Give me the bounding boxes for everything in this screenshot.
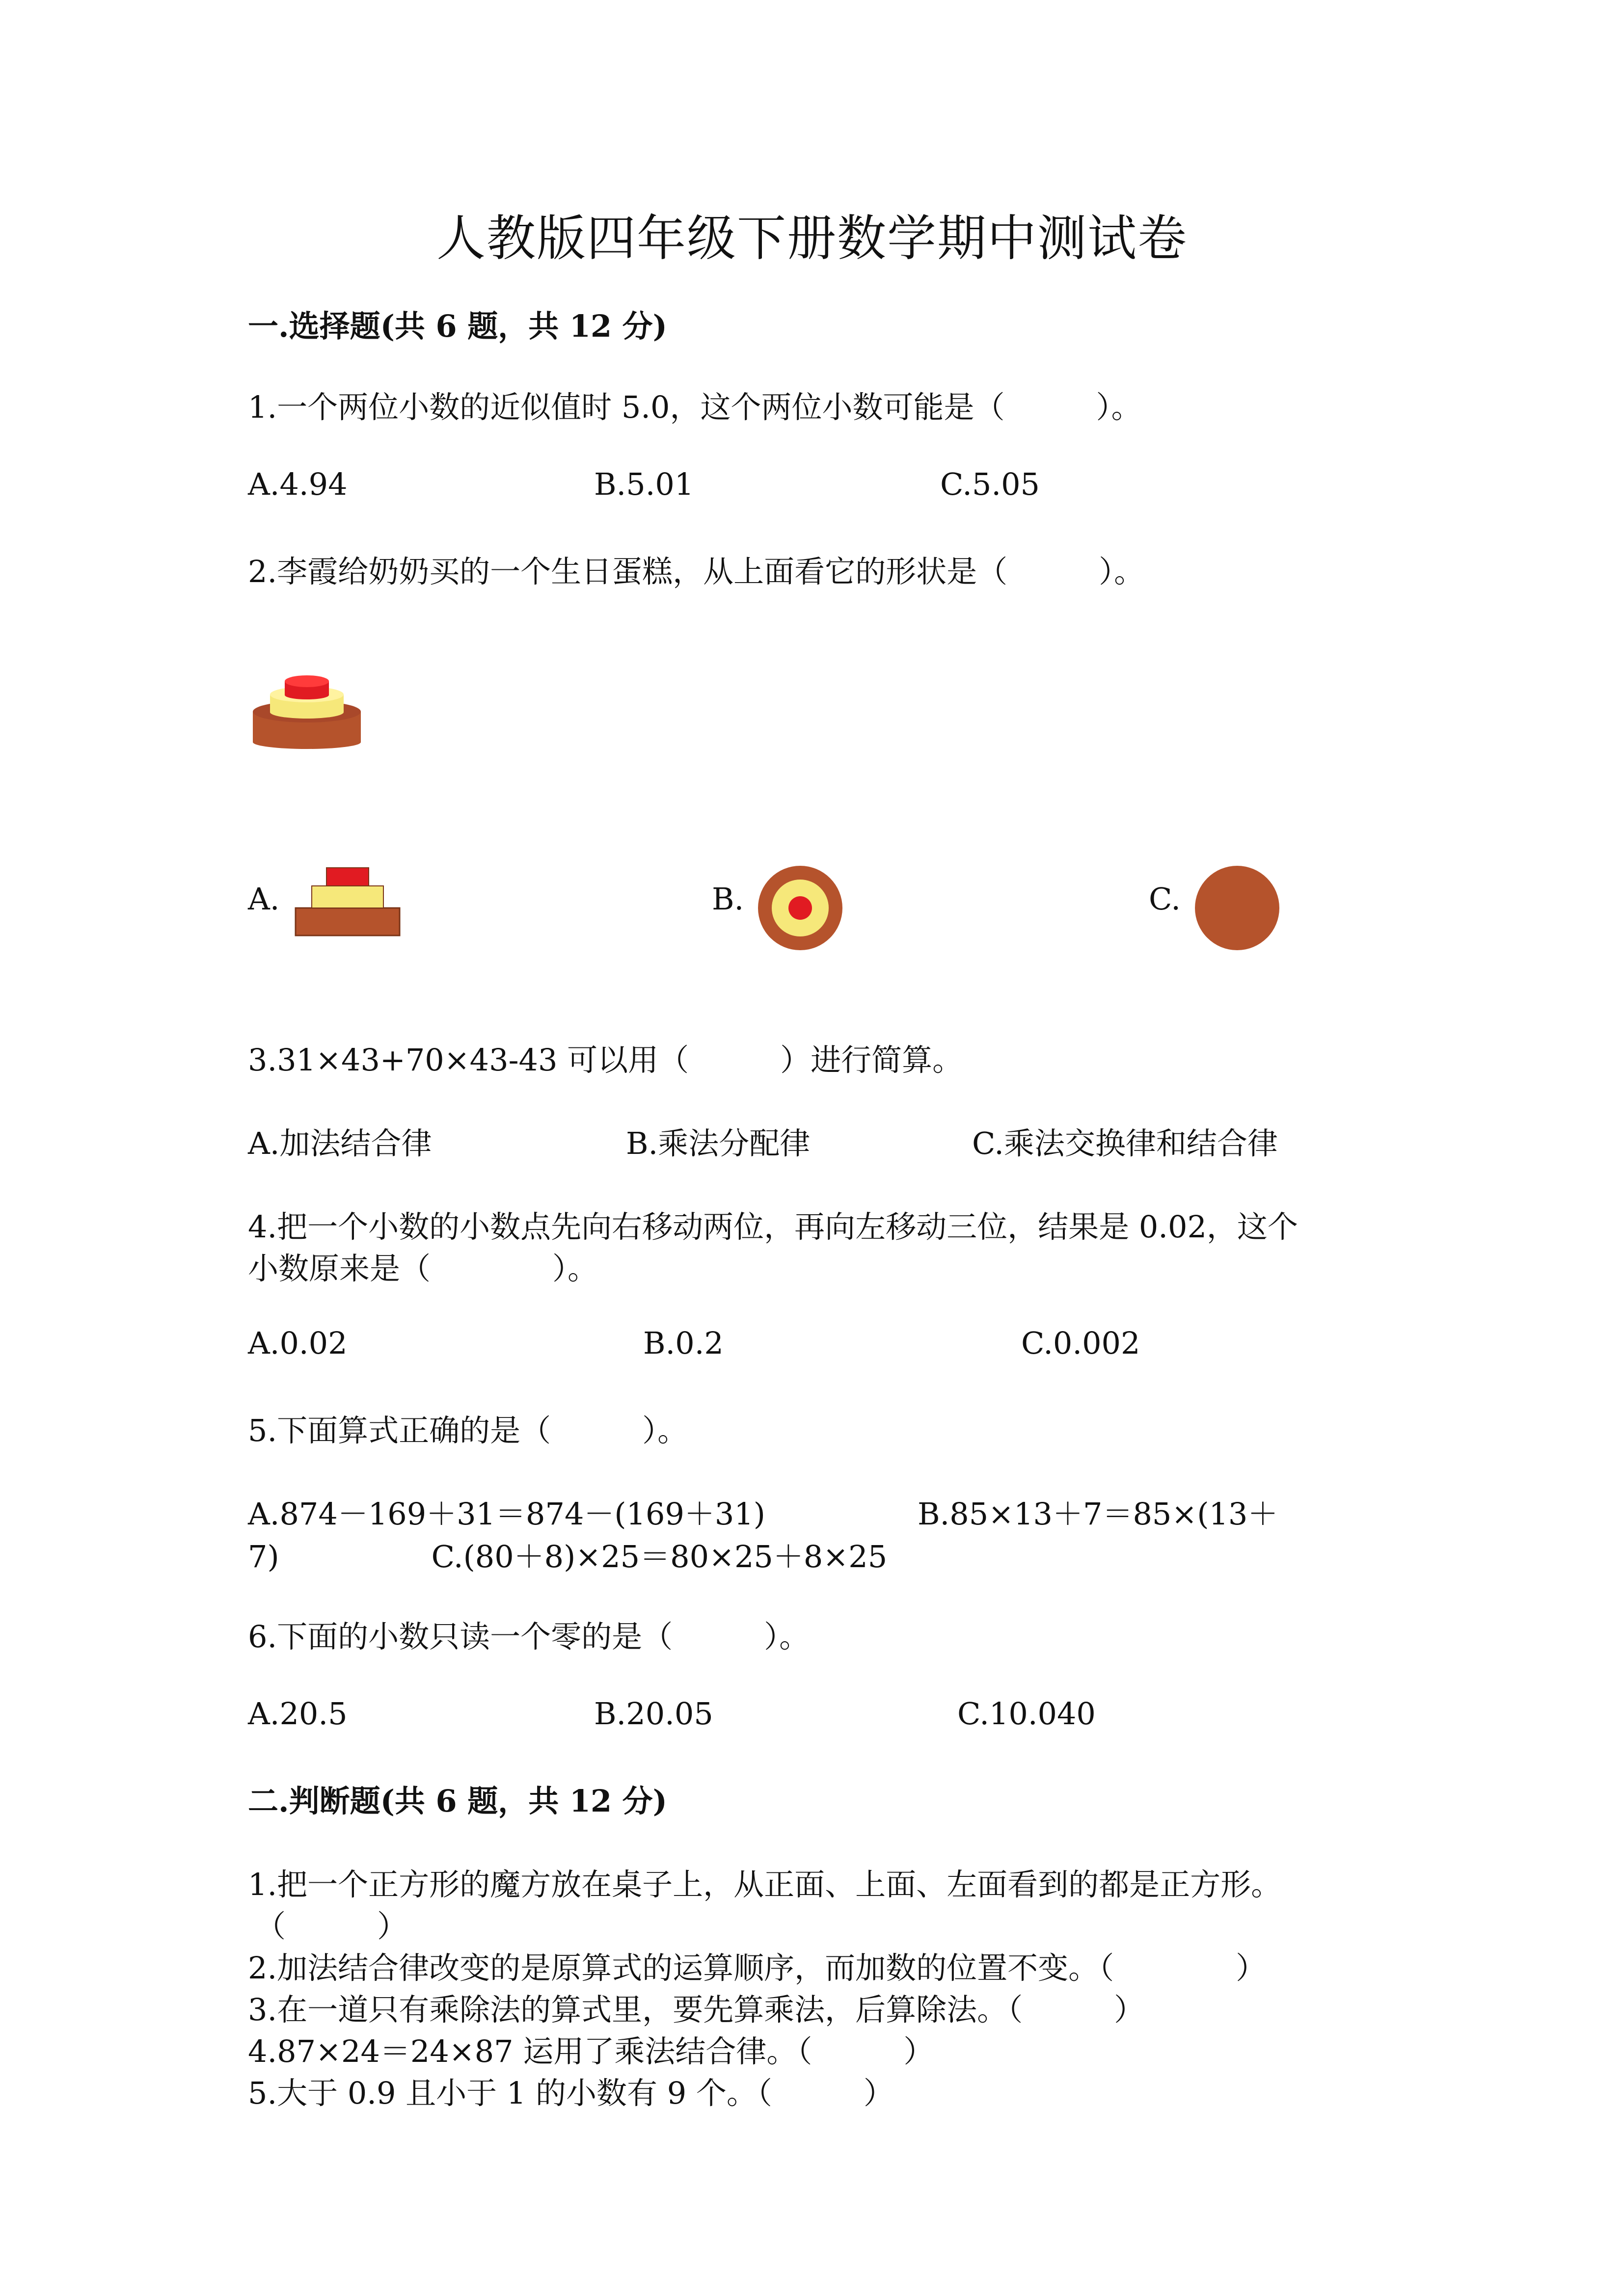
option-b-top-view-icon [756,864,844,952]
question-4-stem-line2: 小数原来是（ ）。 [248,1251,598,1286]
question-1-stem: 1.一个两位小数的近似值时 5.0，这个两位小数可能是（ ）。 [248,389,1142,425]
question-2-option-a: A. [248,881,280,917]
option-a-front-view-icon [295,864,401,937]
question-6-option-a: A.20.5 [248,1696,348,1732]
question-4-option-a: A.0.02 [248,1325,348,1361]
question-6-option-c: C.10.040 [957,1696,1096,1732]
question-5-options-line2: 7) C.(80＋8)×25＝80×25＋8×25 [248,1539,888,1575]
judgment-item-1-blank: （ ） [255,1908,408,1944]
cake-illustration [250,672,363,756]
section-heading-judgment: 二.判断题(共 6 题，共 12 分) [248,1783,668,1819]
judgment-item-2: 2.加法结合律改变的是原算式的运算顺序，而加数的位置不变。（ ） [248,1950,1267,1986]
judgment-item-5: 5.大于 0.9 且小于 1 的小数有 9 个。（ ） [248,2075,894,2111]
question-2-stem: 2.李霞给奶奶买的一个生日蛋糕，从上面看它的形状是（ ）。 [248,554,1145,589]
question-3-option-c: C.乘法交换律和结合律 [972,1125,1278,1161]
question-5-stem: 5.下面算式正确的是（ ）。 [248,1413,688,1448]
question-4-option-b: B.0.2 [643,1325,724,1361]
question-2-option-c: C. [1149,881,1181,917]
option-c-circle-icon [1193,864,1281,952]
question-4-option-c: C.0.002 [1021,1325,1140,1361]
question-3-option-b: B.乘法分配律 [626,1125,811,1161]
page-title: 人教版四年级下册数学期中测试卷 [436,210,1188,267]
question-3-stem: 3.31×43+70×43-43 可以用（ ）进行简算。 [248,1042,963,1078]
question-4-stem-line1: 4.把一个小数的小数点先向右移动两位，再向左移动三位，结果是 0.02，这个 [248,1209,1298,1245]
question-1-option-a: A.4.94 [248,466,348,502]
question-5-options-line1: A.874－169＋31＝874－(169＋31) B.85×13＋7＝85×(13＋ [248,1496,1278,1532]
judgment-item-3: 3.在一道只有乘除法的算式里，要先算乘法，后算除法。（ ） [248,1992,1145,2028]
section-heading-choice: 一.选择题(共 6 题，共 12 分) [248,308,668,344]
question-6-option-b: B.20.05 [594,1696,713,1732]
question-1-option-c: C.5.05 [940,466,1040,502]
judgment-item-1: 1.把一个正方形的魔方放在桌子上，从正面、上面、左面看到的都是正方形。 [248,1867,1282,1902]
question-1-option-b: B.5.01 [594,466,694,502]
question-2-option-b: B. [712,881,744,917]
question-6-stem: 6.下面的小数只读一个零的是（ ）。 [248,1619,810,1655]
question-3-option-a: A.加法结合律 [248,1125,432,1161]
judgment-item-4: 4.87×24＝24×87 运用了乘法结合律。（ ） [248,2033,934,2069]
